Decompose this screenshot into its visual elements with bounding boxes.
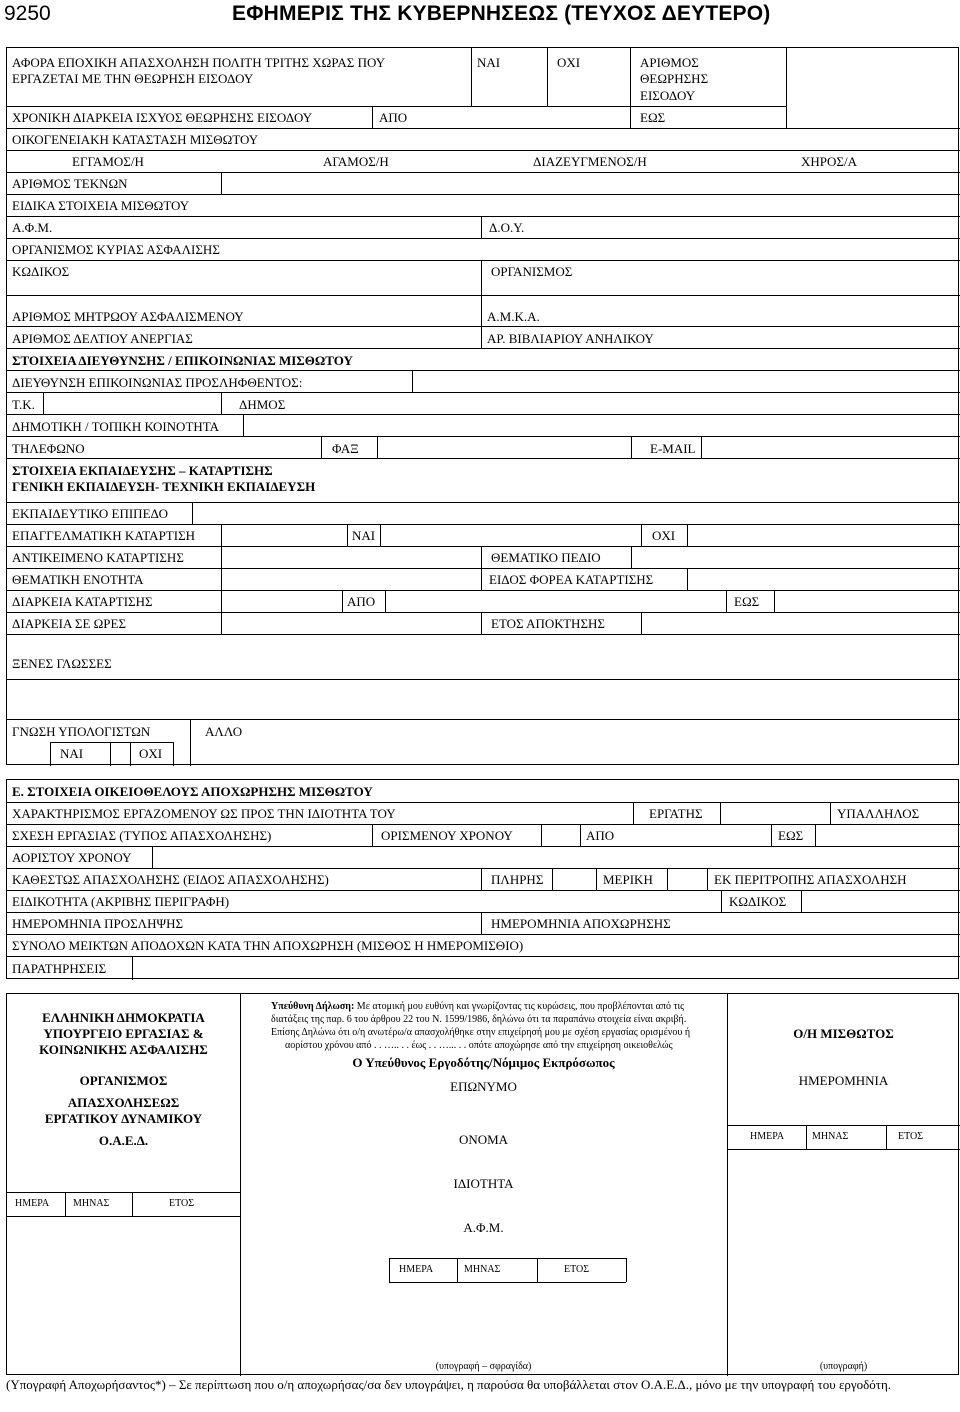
- employee-label: Ο/Η ΜΙΣΘΩΤΟΣ: [793, 1026, 894, 1041]
- amka-label: Α.Μ.Κ.Α.: [487, 309, 540, 324]
- provider-type-label: ΕΙΔΟΣ ΦΟΡΕΑ ΚΑΤΑΡΤΙΣΗΣ: [489, 572, 654, 587]
- insurance-organization-label: ΟΡΓΑΝΙΣΜΟΣ: [491, 264, 573, 279]
- third-country-yes-option[interactable]: ΝΑΙ: [477, 55, 501, 70]
- signature-stamp-caption: (υπογραφή – σφραγίδα): [435, 1361, 532, 1372]
- minor-booklet-label: ΑΡ. ΒΙΒΛΙΑΡΙΟΥ ΑΝΗΛΙΚΟΥ: [487, 331, 654, 346]
- hire-date-label: ΗΜΕΡΟΜΗΝΙΑ ΠΡΟΣΛΗΨΗΣ: [12, 916, 184, 931]
- visa-to-field[interactable]: ΕΩΣ: [640, 110, 666, 125]
- insurance-org-label: ΟΡΓΑΝΙΣΜΟΣ ΚΥΡΙΑΣ ΑΣΦΑΛΙΣΗΣ: [12, 242, 220, 257]
- education-subtitle: ΓΕΝΙΚΗ ΕΚΠΑΙΔΕΥΣΗ- ΤΕΧΝΙΚΗ ΕΚΠΑΙΔΕΥΣΗ: [12, 479, 316, 494]
- computer-skills-label: ΓΝΩΣΗ ΥΠΟΛΟΓΙΣΤΩΝ: [12, 724, 151, 739]
- other-skills-label: ΑΛΛΟ: [205, 724, 243, 739]
- employee-data-form: [6, 47, 959, 765]
- afm-label: Α.Φ.Μ.: [12, 220, 53, 235]
- employer-name-label: ΟΝΟΜΑ: [458, 1132, 509, 1147]
- org-abbr: Ο.Α.Ε.Δ.: [98, 1133, 149, 1148]
- declaration-line-1: Με ατομική μου ευθύνη και γνωρίζοντας τις κυρώσεις, που προβλέπονται από τις: [354, 1001, 685, 1012]
- visa-number-label-2: ΘΕΩΡΗΣΗΣ: [640, 71, 709, 86]
- rotation-option[interactable]: ΕΚ ΠΕΡΙΤΡΟΠΗΣ ΑΠΑΣΧΟΛΗΣΗ: [714, 872, 907, 887]
- address-label: ΔΙΕΥΘΥΝΣΗ ΕΠΙΚΟΙΝΩΝΙΑΣ ΠΡΟΣΛΗΦΘΕΝΤΟΣ:: [12, 375, 303, 390]
- special-data-label: ΕΙΔΙΚΑ ΣΤΟΙΧΕΙΑ ΜΙΣΘΩΤΟΥ: [12, 198, 190, 213]
- education-title: ΣΤΟΙΧΕΙΑ ΕΚΠΑΙΔΕΥΣΗΣ – ΚΑΤΑΡΤΙΣΗΣ: [12, 463, 273, 478]
- single-option[interactable]: ΑΓΑΜΟΣ/Η: [323, 154, 389, 169]
- total-earnings-label: ΣΥΝΟΛΟ ΜΕΙΚΤΩΝ ΑΠΟΔΟΧΩΝ ΚΑΤΑ ΤΗΝ ΑΠΟΧΩΡΗΣΗ (ΜΙΣΘΟΣ Η ΗΜΕΡΟΜΙΣΘΙΟ): [12, 938, 524, 953]
- employee-option[interactable]: ΥΠΑΛΛΗΛΟΣ: [837, 806, 920, 821]
- mid-month-label: ΜΗΝΑΣ: [464, 1264, 501, 1275]
- duration-hours-label: ΔΙΑΡΚΕΙΑ ΣΕ ΩΡΕΣ: [12, 616, 127, 631]
- municipality-label: ΔΗΜΟΣ: [239, 397, 286, 412]
- gov-line-3: ΚΟΙΝΩΝΙΚΗΣ ΑΣΦΑΛΙΣΗΣ: [39, 1042, 208, 1057]
- vocational-no-option[interactable]: ΟΧΙ: [652, 528, 676, 543]
- employment-status-label: ΚΑΘΕΣΤΩΣ ΑΠΑΣΧΟΛΗΣΗΣ (ΕΙΔΟΣ ΑΠΑΣΧΟΛΗΣΗΣ): [12, 872, 329, 887]
- training-duration-label: ΔΙΑΡΚΕΙΑ ΚΑΤΑΡΤΙΣΗΣ: [12, 594, 153, 609]
- computer-no-option[interactable]: ΟΧΙ: [139, 746, 163, 761]
- responsible-employer-label: Ο Υπεύθυνος Εργοδότης/Νόμιμος Εκπρόσωπος: [352, 1055, 615, 1070]
- thematic-unit-label: ΘΕΜΑΤΙΚΗ ΕΝΟΤΗΤΑ: [12, 572, 144, 587]
- thematic-field-label: ΘΕΜΑΤΙΚΟ ΠΕΔΙΟ: [491, 550, 601, 565]
- employee-date-label: ΗΜΕΡΟΜΗΝΙΑ: [798, 1073, 889, 1088]
- signature-caption: (υπογραφή): [819, 1361, 868, 1372]
- vocational-training-label: ΕΠΑΓΓΕΛΜΑΤΙΚΗ ΚΑΤΑΡΤΙΣΗ: [12, 528, 196, 543]
- declaration-line-4: αορίστου χρόνου από . . ….. . . έως . . …... . . οπότε αποχώρησε από την επιχείρηση οικειοθελώς: [285, 1040, 673, 1051]
- fixed-term-option[interactable]: ΟΡΙΣΜΕΝΟΥ ΧΡΟΝΟΥ: [381, 828, 513, 843]
- foreign-languages-label: ΞΕΝΕΣ ΓΛΩΣΣΕΣ: [12, 656, 112, 671]
- right-month-label: ΜΗΝΑΣ: [812, 1131, 849, 1142]
- footnote: (Υπογραφή Αποχωρήσαντος*) – Σε περίπτωση που ο/η αποχωρήσας/σα δεν υπογράψει, η παρούσα θα υποβάλλεται στον Ο.Α.Ε.Δ., μόνο με την υπογραφή του εργοδότη.: [6, 1377, 892, 1392]
- right-year-label: ΕΤΟΣ: [898, 1131, 924, 1142]
- year-acquired-label: ΕΤΟΣ ΑΠΟΚΤΗΣΗΣ: [491, 616, 605, 631]
- worker-option[interactable]: ΕΡΓΑΤΗΣ: [649, 806, 703, 821]
- divorced-option[interactable]: ΔΙΑΖΕΥΓΜΕΝΟΣ/Η: [533, 154, 647, 169]
- doy-label: Δ.Ο.Υ.: [489, 220, 525, 235]
- phone-label: ΤΗΛΕΦΩΝΟ: [12, 441, 85, 456]
- indefinite-option[interactable]: ΑΟΡΙΣΤΟΥ ΧΡΟΝΟΥ: [12, 850, 132, 865]
- gazette-title: ΕΦΗΜΕΡΙΣ ΤΗΣ ΚΥΒΕΡΝΗΣΕΩΣ (ΤΕΥΧΟΣ ΔΕΥΤΕΡΟ): [232, 2, 771, 25]
- training-to-field[interactable]: ΕΩΣ: [734, 594, 760, 609]
- fixed-term-from-field[interactable]: ΑΠΟ: [586, 828, 615, 843]
- training-subject-label: ΑΝΤΙΚΕΙΜΕΝΟ ΚΑΤΑΡΤΙΣΗΣ: [12, 550, 184, 565]
- employment-relation-label: ΣΧΕΣΗ ΕΡΓΑΣΙΑΣ (ΤΥΠΟΣ ΑΠΑΣΧΟΛΗΣΗΣ): [12, 828, 272, 843]
- left-month-label: ΜΗΝΑΣ: [73, 1198, 110, 1209]
- declaration-text: [271, 1001, 684, 1013]
- org-label: ΟΡΓΑΝΙΣΜΟΣ: [79, 1073, 168, 1088]
- vocational-yes-option[interactable]: ΝΑΙ: [352, 528, 376, 543]
- fixed-term-to-field[interactable]: ΕΩΣ: [778, 828, 804, 843]
- training-from-field[interactable]: ΑΠΟ: [347, 594, 376, 609]
- third-country-label-2: ΕΡΓΑΖΕΤΑΙ ΜΕ ΤΗΝ ΘΕΩΡΗΣΗ ΕΙΣΟΔΟΥ: [12, 71, 254, 86]
- declaration-line-2: διατάξεις της παρ. 6 του άρθρου 22 του Ν. 1599/1986, δηλώνω ότι τα παραπάνω στοιχεία είναι ακριβή.: [271, 1014, 687, 1025]
- declaration-line-3: Επίσης Δηλώνω ότι ο/η ανωτέρω/α απασχολήθηκε στην επιχείρησή μου με σχέση εργασίας ορισμένου ή: [271, 1027, 691, 1038]
- left-year-label: ΕΤΟΣ: [169, 1198, 195, 1209]
- third-country-no-option[interactable]: ΟΧΙ: [557, 55, 581, 70]
- email-label: E-MAIL: [650, 441, 696, 456]
- org-name-2: ΕΡΓΑΤΙΚΟΥ ΔΥΝΑΜΙΚΟΥ: [44, 1111, 203, 1126]
- family-status-label: ΟΙΚΟΓΕΝΕΙΑΚΗ ΚΑΤΑΣΤΑΣΗ ΜΙΣΘΩΤΟΥ: [12, 132, 259, 147]
- remarks-label: ΠΑΡΑΤΗΡΗΣΕΙΣ: [12, 961, 107, 976]
- part-time-option[interactable]: ΜΕΡΙΚΗ: [603, 872, 653, 887]
- community-label: ΔΗΜΟΤΙΚΗ / ΤΟΠΙΚΗ ΚΟΙΝΟΤΗΤΑ: [12, 419, 220, 434]
- mid-day-label: ΗΜΕΡΑ: [399, 1264, 434, 1275]
- insurance-code-label: ΚΩΔΙΚΟΣ: [12, 264, 70, 279]
- signature-block: [6, 993, 959, 1375]
- page-number: 9250: [4, 2, 51, 25]
- unemployment-card-label: ΑΡΙΘΜΟΣ ΔΕΛΤΙΟΥ ΑΝΕΡΓΙΑΣ: [12, 331, 193, 346]
- mid-year-label: ΕΤΟΣ: [564, 1264, 590, 1275]
- gov-line-1: ΕΛΛΗΝΙΚΗ ΔΗΜΟΚΡΑΤΙΑ: [42, 1010, 205, 1025]
- classification-label: ΧΑΡΑΚΤΗΡΙΣΜΟΣ ΕΡΓΑΖΟΜΕΝΟΥ ΩΣ ΠΡΟΣ ΤΗΝ ΙΔΙΟΤΗΤΑ ΤΟΥ: [12, 806, 396, 821]
- gov-line-2: ΥΠΟΥΡΓΕΙΟ ΕΡΓΑΣΙΑΣ &: [43, 1026, 204, 1041]
- org-name-1: ΑΠΑΣΧΟΛΗΣΕΩΣ: [67, 1095, 180, 1110]
- registry-number-label: ΑΡΙΘΜΟΣ ΜΗΤΡΩΟΥ ΑΣΦΑΛΙΣΜΕΝΟΥ: [12, 309, 244, 324]
- employer-capacity-label: ΙΔΙΟΤΗΤΑ: [453, 1176, 514, 1191]
- declaration-label: Υπεύθυνη Δήλωση:: [271, 1001, 355, 1012]
- visa-number-label-3: ΕΙΣΟΔΟΥ: [640, 88, 696, 103]
- left-day-label: ΗΜΕΡΑ: [15, 1198, 50, 1209]
- visa-duration-label: ΧΡΟΝΙΚΗ ΔΙΑΡΚΕΙΑ ΙΣΧΥΟΣ ΘΕΩΡΗΣΗΣ ΕΙΣΟΔΟΥ: [12, 110, 313, 125]
- departure-date-label: ΗΜΕΡΟΜΗΝΙΑ ΑΠΟΧΩΡΗΣΗΣ: [491, 916, 671, 931]
- specialty-code-label: ΚΩΔΙΚΟΣ: [729, 894, 787, 909]
- education-level-label: ΕΚΠΑΙΔΕΥΤΙΚΟ ΕΠΙΠΕΔΟ: [12, 506, 169, 521]
- married-option[interactable]: ΕΓΓΑΜΟΣ/Η: [72, 154, 144, 169]
- right-day-label: ΗΜΕΡΑ: [750, 1131, 785, 1142]
- widowed-option[interactable]: ΧΗΡΟΣ/Α: [801, 154, 857, 169]
- children-count-label: ΑΡΙΘΜΟΣ ΤΕΚΝΩΝ: [12, 176, 128, 191]
- postal-code-label: Τ.Κ.: [12, 397, 35, 412]
- specialty-label: ΕΙΔΙΚΟΤΗΤΑ (ΑΚΡΙΒΗΣ ΠΕΡΙΓΡΑΦΗ): [12, 894, 230, 909]
- visa-from-field[interactable]: ΑΠΟ: [379, 110, 408, 125]
- employer-surname-label: ΕΠΩΝΥΜΟ: [450, 1079, 517, 1094]
- departure-title: Ε. ΣΤΟΙΧΕΙΑ ΟΙΚΕΙΟΘΕΛΟΥΣ ΑΠΟΧΩΡΗΣΗΣ ΜΙΣΘΩΤΟΥ: [12, 784, 373, 799]
- computer-yes-option[interactable]: ΝΑΙ: [60, 746, 84, 761]
- page-header: [0, 0, 960, 34]
- fax-label: ΦΑΞ: [332, 441, 359, 456]
- third-country-label: ΑΦΟΡΑ ΕΠΟΧΙΚΗ ΑΠΑΣΧΟΛΗΣΗ ΠΟΛΙΤΗ ΤΡΙΤΗΣ ΧΩΡΑΣ ΠΟΥ: [12, 55, 386, 70]
- visa-number-label: ΑΡΙΘΜΟΣ: [640, 55, 699, 70]
- full-time-option[interactable]: ΠΛΗΡΗΣ: [491, 872, 544, 887]
- employer-afm-label: Α.Φ.Μ.: [463, 1220, 504, 1235]
- departure-form: [6, 779, 959, 979]
- contact-section-title: ΣΤΟΙΧΕΙΑ ΔΙΕΥΘΥΝΣΗΣ / ΕΠΙΚΟΙΝΩΝΙΑΣ ΜΙΣΘΩΤΟΥ: [12, 353, 353, 368]
